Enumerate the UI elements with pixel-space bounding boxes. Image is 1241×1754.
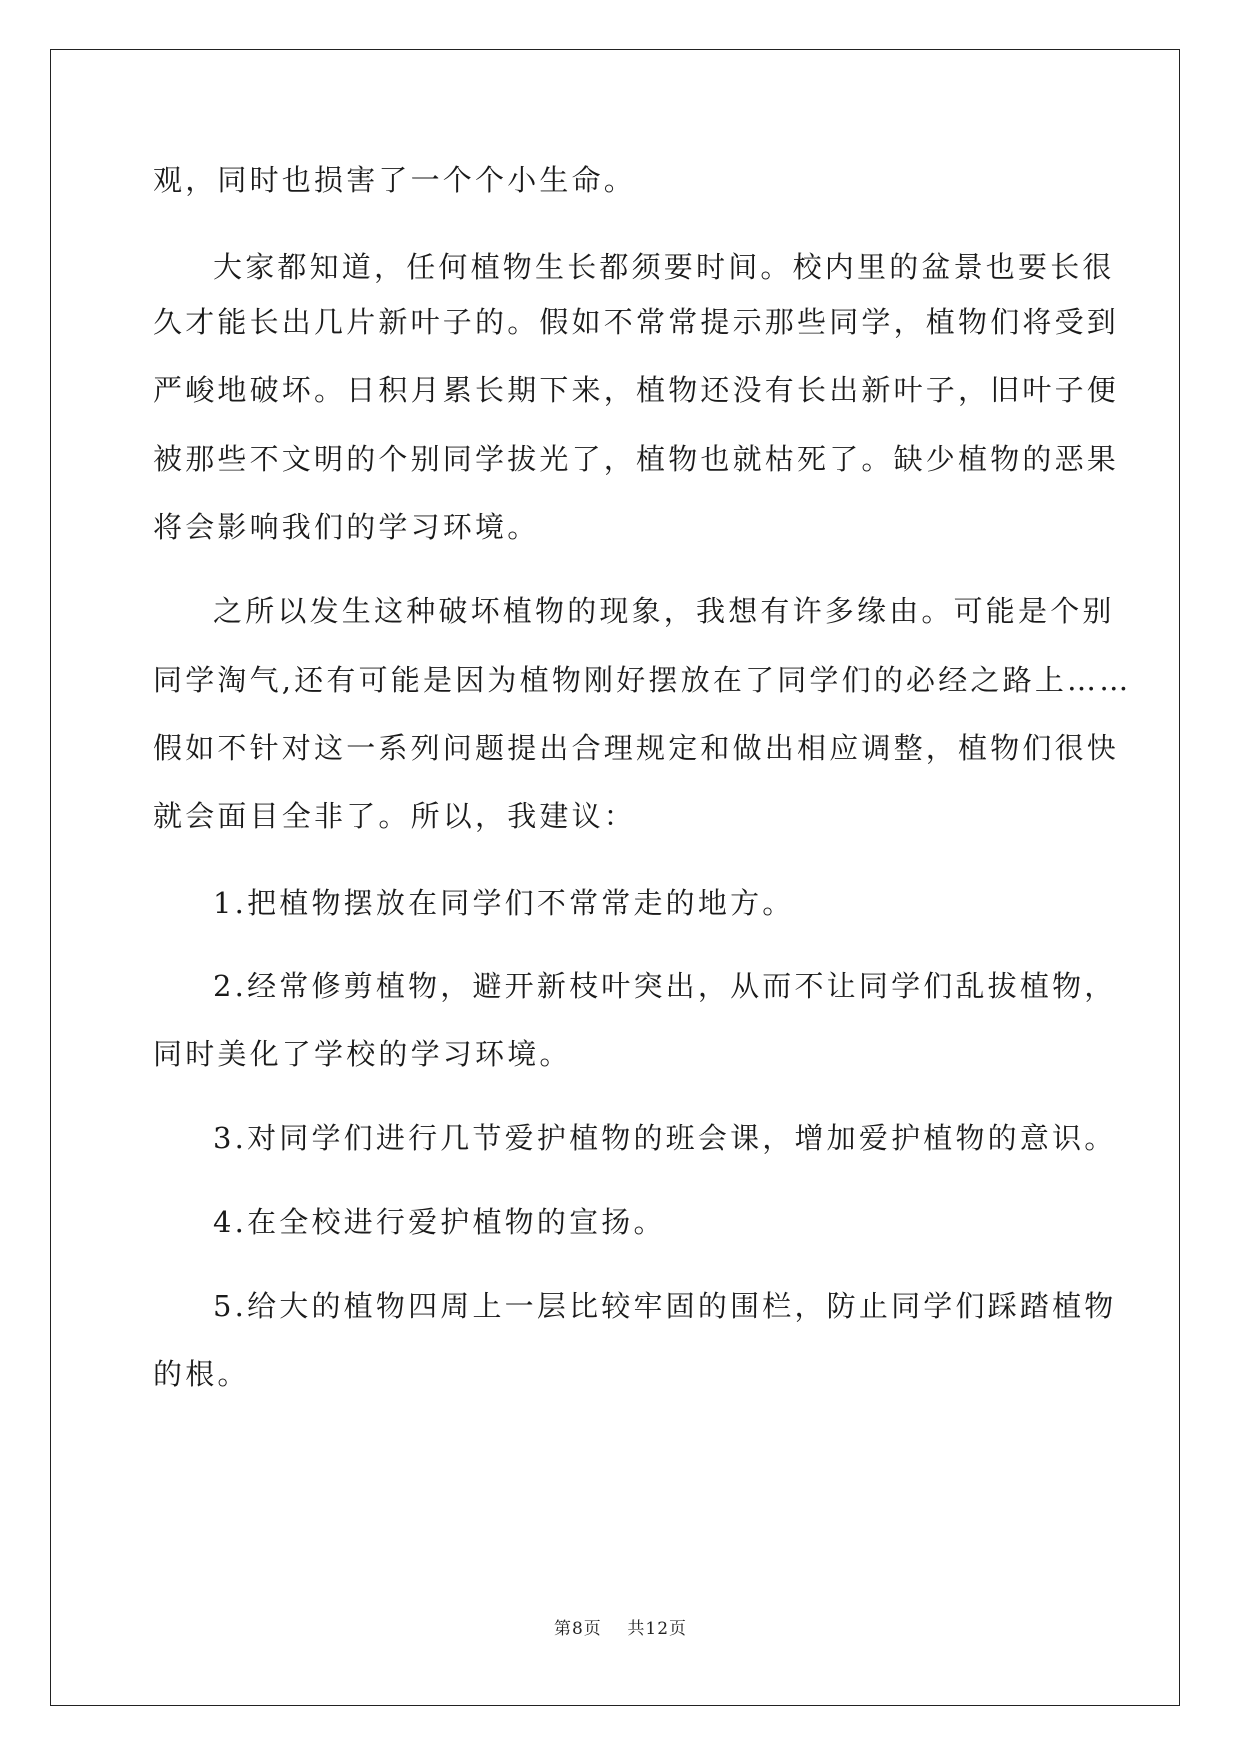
page-footer [0, 1614, 1241, 1639]
page-border [50, 49, 1180, 1706]
text-line: 被那些不文明的个别同学拔光了，植物也就枯死了。缺少植物的恶果 [153, 442, 1120, 476]
text-line: 的根。 [153, 1357, 250, 1391]
paragraph-start-line: 大家都知道，任何植物生长都须要时间。校内里的盆景也要长很 [213, 250, 1115, 284]
list-item-1: 1.把植物摆放在同学们不常常走的地方。 [213, 886, 795, 920]
text-line: 假如不针对这一系列问题提出合理规定和做出相应调整，植物们很快 [153, 731, 1120, 765]
text-line: 久才能长出几片新叶子的。假如不常常提示那些同学，植物们将受到 [153, 305, 1120, 339]
page-total: 共12页 [627, 1619, 688, 1639]
text-line: 就会面目全非了。所以，我建议： [153, 799, 637, 833]
text-line: 将会影响我们的学习环境。 [153, 510, 540, 544]
text-line: 同时美化了学校的学习环境。 [153, 1037, 572, 1071]
paragraph-start-line: 之所以发生这种破坏植物的现象，我想有许多缘由。可能是个别 [213, 594, 1115, 628]
page-number: 第8页 [553, 1619, 602, 1639]
text-line: 观，同时也损害了一个个小生命。 [153, 163, 637, 197]
list-item-3: 3.对同学们进行几节爱护植物的班会课，增加爱护植物的意识。 [213, 1121, 1117, 1155]
list-item-2: 2.经常修剪植物，避开新枝叶突出，从而不让同学们乱拔植物， [213, 969, 1117, 1003]
list-item-5: 5.给大的植物四周上一层比较牢固的围栏，防止同学们踩踏植物 [213, 1289, 1117, 1323]
list-item-4: 4.在全校进行爱护植物的宣扬。 [213, 1205, 666, 1239]
text-line: 严峻地破坏。日积月累长期下来，植物还没有长出新叶子，旧叶子便 [153, 373, 1120, 407]
text-line: 同学淘气,还有可能是因为植物刚好摆放在了同学们的必经之路上…… [153, 663, 1132, 697]
